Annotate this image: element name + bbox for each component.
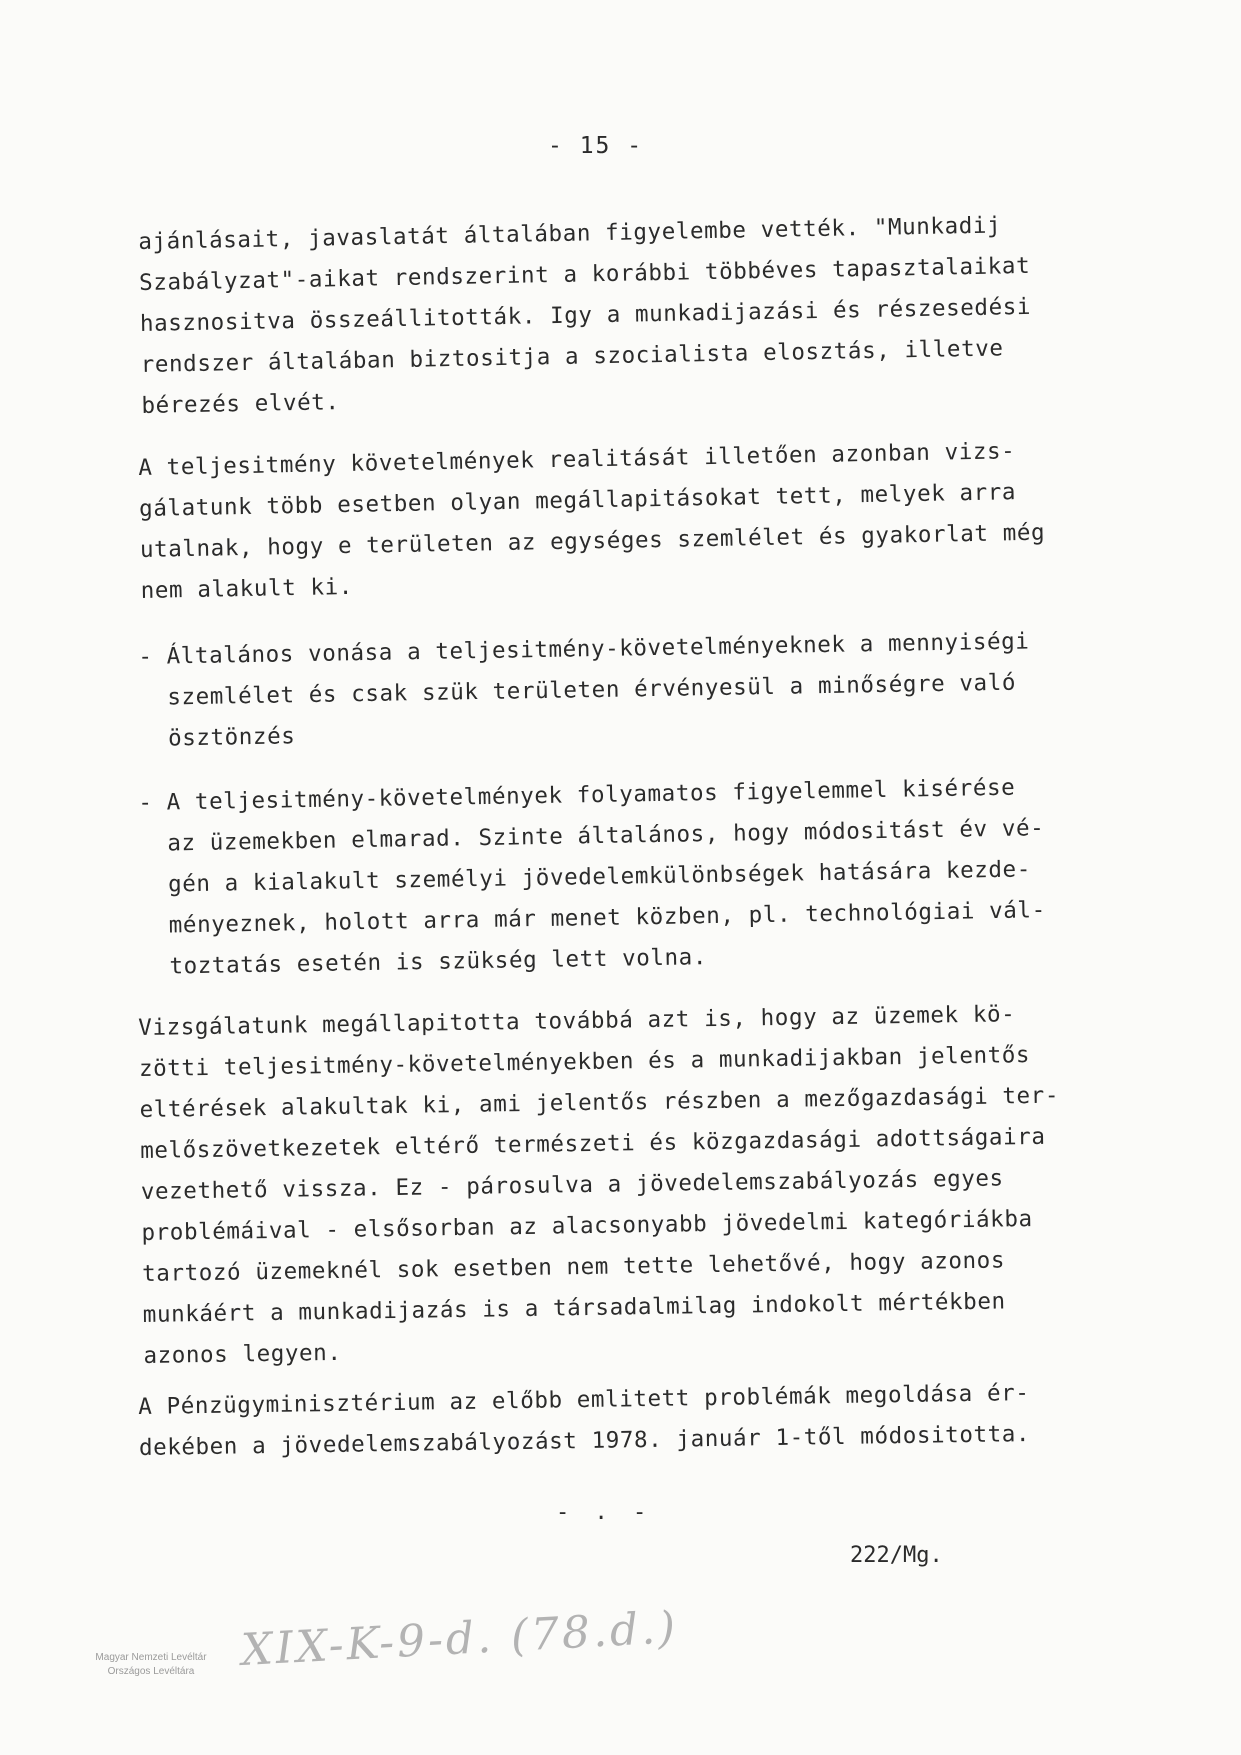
paragraph-4: A Pénzügyminisztérium az előbb emlitett problémák megoldása ér- dekében a jövedelemszabályozást 1978. január 1-től módositotta. xyxy=(138,1380,1031,1461)
archive-stamp-line-1: Magyar Nemzeti Levéltár xyxy=(95,1652,207,1663)
bullet-item-2: - A teljesitmény-követelmények folyamatos figyelemmel kisérése az üzemekben elmarad. Szinte általános, hogy módositást év vé- gén a kialakult személyi jövedelemkülönbségek hatására kezde- ményeznek, holott arra már menet közben, pl. technológiai vál- toztatás esetén is szükség lett volna. xyxy=(138,774,1046,980)
page-number: - 15 - xyxy=(548,133,644,159)
paragraph-3: Vizsgálatunk megállapitotta továbbá azt is, hogy az üzemek kö- zötti teljesitmény-követelményekben és a munkadijakban jelentős eltérések alakultak ki, ami jelentős részben a mezőgazdasági ter- melőszövetkezetek eltérő természeti és közgazdasági adottságaira vezethető vissza. Ez - párosulva a jövedelemszabályozás egyes problémáival - elsősorban az alacsonyabb jövedelmi kategóriákba tartozó üzemeknél sok esetben nem tette lehetővé, hogy azonos munkáért a munkadijazás is a társadalmilag indokolt mértékben azonos legyen. xyxy=(138,1001,1060,1369)
paragraph-1: ajánlásait, javaslatát általában figyelembe vették. "Munkadij Szabályzat"-aikat rendszerint a korábbi többéves tapasztalaikat hasznositva összeállitották. Igy a munkadijazási és részesedési rendszer általában biztositja a szocialista elosztás, illetve bérezés elvét. xyxy=(138,212,1032,419)
archive-stamp xyxy=(66,1651,236,1679)
reference-number: 222/Mg. xyxy=(850,1543,943,1568)
paragraph-2: A teljesitmény követelmények realitását illetően azonban vizs- gálatunk több esetben olyan megállapitásokat tett, melyek arra utalnak, hogy e területen az egységes szemlélet és gyakorlat még nem alakult ki. xyxy=(138,438,1046,604)
bullet-item-1: - Általános vonása a teljesitmény-követelményeknek a mennyiségi szemlélet és csak szük területen érvényesül a minőségre való ösztönzés xyxy=(138,628,1030,752)
archive-stamp-line-2: Országos Levéltára xyxy=(107,1666,195,1677)
end-mark: - . - xyxy=(556,1500,653,1525)
handwritten-archive-reference: XIX-K-9-d. (78.d.) xyxy=(240,1602,680,1676)
